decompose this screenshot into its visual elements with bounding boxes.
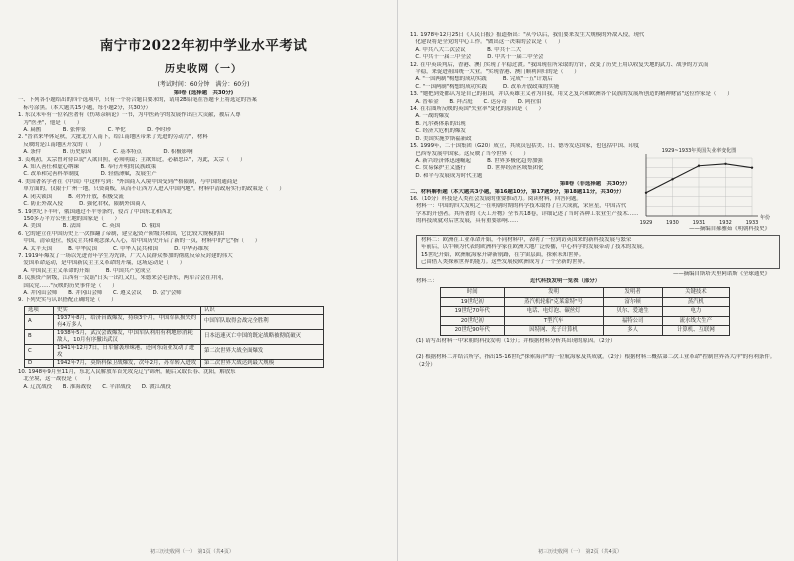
table-cell: C (25, 344, 54, 359)
table-cell: 流水线大生产 (662, 316, 729, 326)
text-line: 国民党……"反映的历史事件是（ ） (18, 282, 118, 289)
table-cell: 贝尔、爱迪生 (603, 307, 662, 317)
x-axis-label: 年份 (760, 215, 771, 221)
text-line: 标号涂黑。（本大题共15小题，每小题2分，共30分） (18, 104, 152, 111)
text-line: 化建设将是全党的中心工作。"做出这一决策的会议是（ ） (410, 39, 564, 46)
text-line: 1. 东汉末年有一位名医著有《伤寒杂病论》一书，为中医药学的发展作出巨大贡献，被后人尊 (18, 112, 241, 119)
text-line: 材料二：欧洲在工业革命开始，不同材料中，表明了一位到访英国来的新科技发展与繁荣 (421, 236, 632, 243)
text-line: 11. 1978年12月25日《人民日报》报道指出："从今以后，我们要来发生大规模的外敌入侵，现代 (410, 32, 645, 38)
text-line: 10. 1948年9月至11月，东北人民解放军首先攻克辽宁锦州，随后又取长春、沈阳，解放东 (18, 368, 236, 375)
exam-subtitle: 历史收网（一） (165, 64, 242, 75)
text-line: A. 知人善任和虚心纳谏 B. 奉行开明的民族政策 (18, 164, 157, 171)
unemployment-chart (632, 146, 772, 232)
text-line: A. 条件 B. 历史原因 C. 基本特点 D. 积极影响 (18, 149, 193, 156)
text-line: C. 改革和完善科举制度 D. 轻徭薄赋，发展生产 (18, 171, 157, 178)
text-line: A. 美国 B. 法国 C. 英国 D. 俄国 (18, 223, 161, 230)
text-line: 北全境，这一战役是（ ） (18, 376, 94, 383)
page1-footer: 初三历史收网（一） 第1页（共4页） (150, 549, 234, 555)
x-tick-label: 1933 (745, 220, 759, 226)
table-cell: 富尔顿 (603, 297, 662, 307)
text-line: A. 闭关锁国 B. 对外开放，积极交流 (18, 193, 124, 200)
text-line: A. 太平天国 B. 中华民国 C. 中华人民共和国 D. 中华苏维埃 (18, 245, 209, 252)
table-header: 发明者 (603, 288, 662, 298)
text-line: A. 普希金 B. 拜占庭 C. 达芬奇 D. 阿拉伯 (410, 98, 542, 105)
text-line: 9. 下列史实与认识搭配正确的是（ ） (18, 297, 117, 304)
question16-stem: 16.（10分）科技是人类社会发展的重要推动力。阅读材料，回答问题。 (410, 195, 582, 202)
x-tick-label: 1931 (692, 220, 706, 226)
question16-part1: (1) 请写出材料一中宋朝的科技发明（1分）；并根据材料分析其出现的原因。（2分） (416, 337, 616, 344)
text-line: A. 新兴经济体迅速崛起 B. 世界多极化趋势加强 (410, 157, 543, 164)
text-line: 年前后，以牛顿为代表的欧洲科学家在欧洲大地广泛传播，中心科学的发展带动了技术的发展。 (421, 244, 648, 251)
page2-footer: 初三历史收网（一） 第2页（共4页） (538, 549, 622, 555)
x-tick-label: 1932 (719, 220, 732, 226)
table-cell: 日本迅速灭亡中国的既定战略被彻底破灭 (201, 329, 324, 344)
tech-inventions-table (440, 287, 730, 336)
data-point (751, 166, 753, 168)
text-line: C. 中共十一届三中全会 D. 中共十一届二中全会 (410, 54, 544, 61)
table-cell: 计算机、互联网 (662, 326, 729, 336)
table-cell: 多人 (603, 326, 662, 336)
table-row (441, 326, 730, 336)
text-line: A. 一战的爆发 (410, 113, 450, 120)
page1-tail-questions (18, 369, 389, 391)
text-line: A. 中共八大二次会议 B. 中共十二大 (410, 46, 522, 53)
question16-part2: (2) 根据材料二并结合所学，指出15-16世纪"探索海洋"的一位航海家及其成就。（2分）根据材料三概括第二次工业革命"控制世界各大洋"的有利条件。（2分） (416, 354, 776, 368)
text-line: C. 防止外敌入侵 D. 强化君权，限制外国商人 (18, 201, 146, 208)
table-cell: 电力 (662, 307, 729, 317)
text-line: 7. 1919年爆发了一场以先进青年学生为先锋，广大人民群众参加的彻底反帝反封建的伟大 (18, 252, 233, 259)
table-row (25, 359, 324, 367)
text-line: 15. 1999年，二十国集团（G20）成立，其成员包括美、日、德等发达国家，也包括中国、印度 (410, 143, 640, 150)
text-line: 单方面的。仅限于广州一地，只资商贩，从而不让西方人进入中国内地"。材料中清政府实行的政策是（ ） (18, 186, 285, 193)
table-cell: 第二次世界大战全面爆发 (201, 344, 324, 359)
tech-table-title: 近代科技发明一览表（部分） (530, 278, 601, 284)
part1-heading: 第Ⅰ卷 (选择题 共30分) (173, 90, 234, 96)
text-line: 反映的是江南地区开发的（ ） (18, 141, 105, 148)
table-cell: 中国军队取得会战完全胜利 (201, 314, 324, 329)
table-row (25, 329, 324, 344)
material-1-source: ——摘编自郝雅茹《明朝科技史》 (689, 225, 770, 232)
text-line: 巴西等发展中国家。这反映了当今世界（ ） (410, 150, 529, 157)
text-line: 8. 民族资产阶级，江西有一民谣"日头一出红又红，朱德来会毛泽东，两军合会在井冈， (18, 275, 227, 282)
material-2 (421, 237, 775, 267)
text-line: 14. 在右图所反映的英国"失业率"变化的原因是（ ） (410, 106, 544, 113)
material-2-source: ——摘编自斯塔夫里阿诺斯《全球通史》 (672, 270, 770, 277)
part2-intro: 二、材料解析题（本大题共3小题，第16题10分，第17题9分，第18题11分，共30分） (410, 188, 625, 195)
unemployment-chart-svg (632, 146, 772, 232)
table-cell: A (25, 314, 54, 329)
text-line: 2. "晋君来华休足秋，大批北方人南下，给江南地区带来了先进的劳动力"，材料 (18, 134, 208, 141)
table-cell: 19世纪初 (441, 297, 505, 307)
table-cell: 20世纪初 (441, 316, 505, 326)
table-cell: 蒸汽机 (662, 297, 729, 307)
exam-info: (考试时间：60分钟 满分：60分) (157, 81, 250, 88)
text-line: 15世纪开始，欧洲航海家开辟新航路，在宇宙层面，探索未知世界。 (421, 251, 585, 258)
text-line: 150多万平方公里土地的国家是（ ） (18, 215, 120, 222)
table-cell: 1941年12月7日，日军偷袭珍珠港，还向东南亚发动了进攻 (54, 344, 201, 359)
text-line: B. 凡尔赛体系的出现 (410, 120, 466, 127)
text-line: C. 贸易保护主义盛行 D. 世界经济区域集团化 (410, 165, 544, 172)
data-point (698, 165, 700, 167)
text-line: 学术的开创者。其所著的《天工开物》全书共18卷，详细记述了当时各种工农业生产技术…… (416, 210, 639, 217)
table-header: 关键技术 (662, 288, 729, 298)
part2-heading: 第Ⅱ卷（非选择题 共30分） (559, 181, 631, 188)
data-point (724, 163, 726, 165)
chart-title: 1929~1933年英国失业率变化图 (661, 148, 737, 154)
text-line: 6. 它的建立在中国历史上一次推翻了帝制，建立起资产阶级共和国，它比较大规模的由 (18, 230, 225, 237)
text-line: A. "一国两制"构想的成功实践 B. 完成"一五"计划后 (410, 76, 553, 83)
text-line: 材料一：中国的四大发明之一在明朝时期的科学技术取得了巨大成就，宋应星，中国古代 (416, 203, 627, 210)
table-cell: 因特网、光子计算机 (504, 326, 603, 336)
table-cell: 20世纪90年代 (441, 326, 505, 336)
page1-question-list (18, 97, 389, 304)
table-cell: T型汽车 (504, 316, 603, 326)
question9-table (24, 306, 324, 368)
text-line: 己由借人类探索世界的能力。这些发展使欧洲成为了一个全新的世界。 (421, 259, 589, 266)
table-cell: 福特公司 (603, 316, 662, 326)
x-tick-label: 1930 (666, 220, 679, 226)
table-cell: D (25, 359, 54, 367)
table-header: 认识 (201, 306, 324, 314)
x-tick-label: 1929 (639, 220, 653, 226)
table-row (25, 314, 324, 329)
exam-page-2 (397, 0, 794, 561)
text-line: 13. "她把到处都认为是自己的祖国，并以英雄主义者为自我，用文艺复兴和欧洲各个民族的发展所创造的精神财富"这位作家是（ ） (410, 91, 733, 98)
text-line: 3. 贞观初，太宗曾对侍臣说"人欲自照，必须明镜；主欲知过，必藉忠臣"，为此，太宗（ ） (18, 156, 246, 163)
text-line: 一、下列各小题给出的四个选项中，只有一个符合题目要求的，请用2B铅笔在答题卡上将选定的答案 (18, 97, 257, 104)
text-line: 中国，清帝退位，使民主共和观念深入人心，给中国历史开启了新的一页，材料中的"它"指（ ） (18, 238, 261, 245)
text-line: D. 美国实施罗斯福新政 (410, 135, 472, 142)
table-cell: 1938年5月，武汉会战爆发，中国军队利用有利地形消耗敌人，10月有序撤出武汉 (54, 329, 201, 344)
material-2-box (416, 235, 780, 269)
text-line: 为"医圣"，他是（ ） (18, 119, 83, 126)
material-3-label: 材料三： (416, 278, 438, 284)
table-cell: 1942年7月，莫斯科保卫战爆发，次年2月，苏军转入进攻 (54, 359, 201, 367)
text-line: 12. 在中英谈判后，香港、澳门实现了平稳过渡。"我国现在所采取的方针，改变了历史上用以收复失地的武力、战争的方式而 (410, 61, 709, 68)
table-row (441, 316, 730, 326)
table-cell: 第二次世界大战达到最大规模 (201, 359, 324, 367)
table-row (25, 344, 324, 359)
text-line: 5. 19世纪下半叶，俄国通过不平等条约，侵占了中国东北和西北 (18, 208, 172, 215)
text-line: A. 中国民主主义革命的开始 B. 中国共产党成立 (18, 267, 151, 274)
text-line: 4. 美国著名学者在《中国》中这样写到："外国商人入境中国受到严格限制，与中国的通商是 (18, 178, 238, 185)
table-cell: 19世纪70年代 (441, 307, 505, 317)
table-cell: 蒸汽机轮船"克莱蒙特"号 (504, 297, 603, 307)
text-line: A. 辽沈战役 B. 淮海战役 C. 平津战役 D. 渡江战役 (18, 383, 171, 390)
text-line: A. 扁鹊 B. 张仲景 C. 华佗 D. 李时珍 (18, 127, 171, 134)
table-cell: B (25, 329, 54, 344)
text-line: 的科技成就对后世发展，具有重要影响…… (416, 218, 519, 225)
text-line: 爱国革命运动，是中国新民主主义革命的开端，这场运动是（ ） (18, 260, 186, 267)
table-header: 发明 (504, 288, 603, 298)
table-header: 时间 (441, 288, 505, 298)
text-line: D. 和平与发展成为时代主题 (410, 172, 483, 179)
table-cell: 1937年8月，给济台战爆发，持续3个月，中国军队损失约有4万多人 (54, 314, 201, 329)
table-header: 史实 (54, 306, 201, 314)
material-3-row (410, 278, 780, 285)
table-row (441, 297, 730, 307)
text-line: C. 经济大危机的爆发 (410, 128, 466, 135)
exam-title: 南宁市2022年初中学业水平考试 (99, 38, 308, 54)
data-point (645, 192, 647, 194)
table-row (441, 307, 730, 317)
table-cell: 电话、电灯泡、碳丝灯 (504, 307, 603, 317)
data-point (671, 178, 673, 180)
text-line: C. "一国两制"构想的成功实践 D. 改革开放政策的实施 (410, 83, 560, 90)
text-line: A. 井冈山会师 B. 井冈山会师 C. 遵义会议 D. 会宁会师 (18, 289, 182, 296)
text-line: 平稳，来促进祖国统一大业。"实现香港、澳门顺利回归的是（ ） (410, 69, 580, 76)
table-header: 选项 (25, 306, 54, 314)
